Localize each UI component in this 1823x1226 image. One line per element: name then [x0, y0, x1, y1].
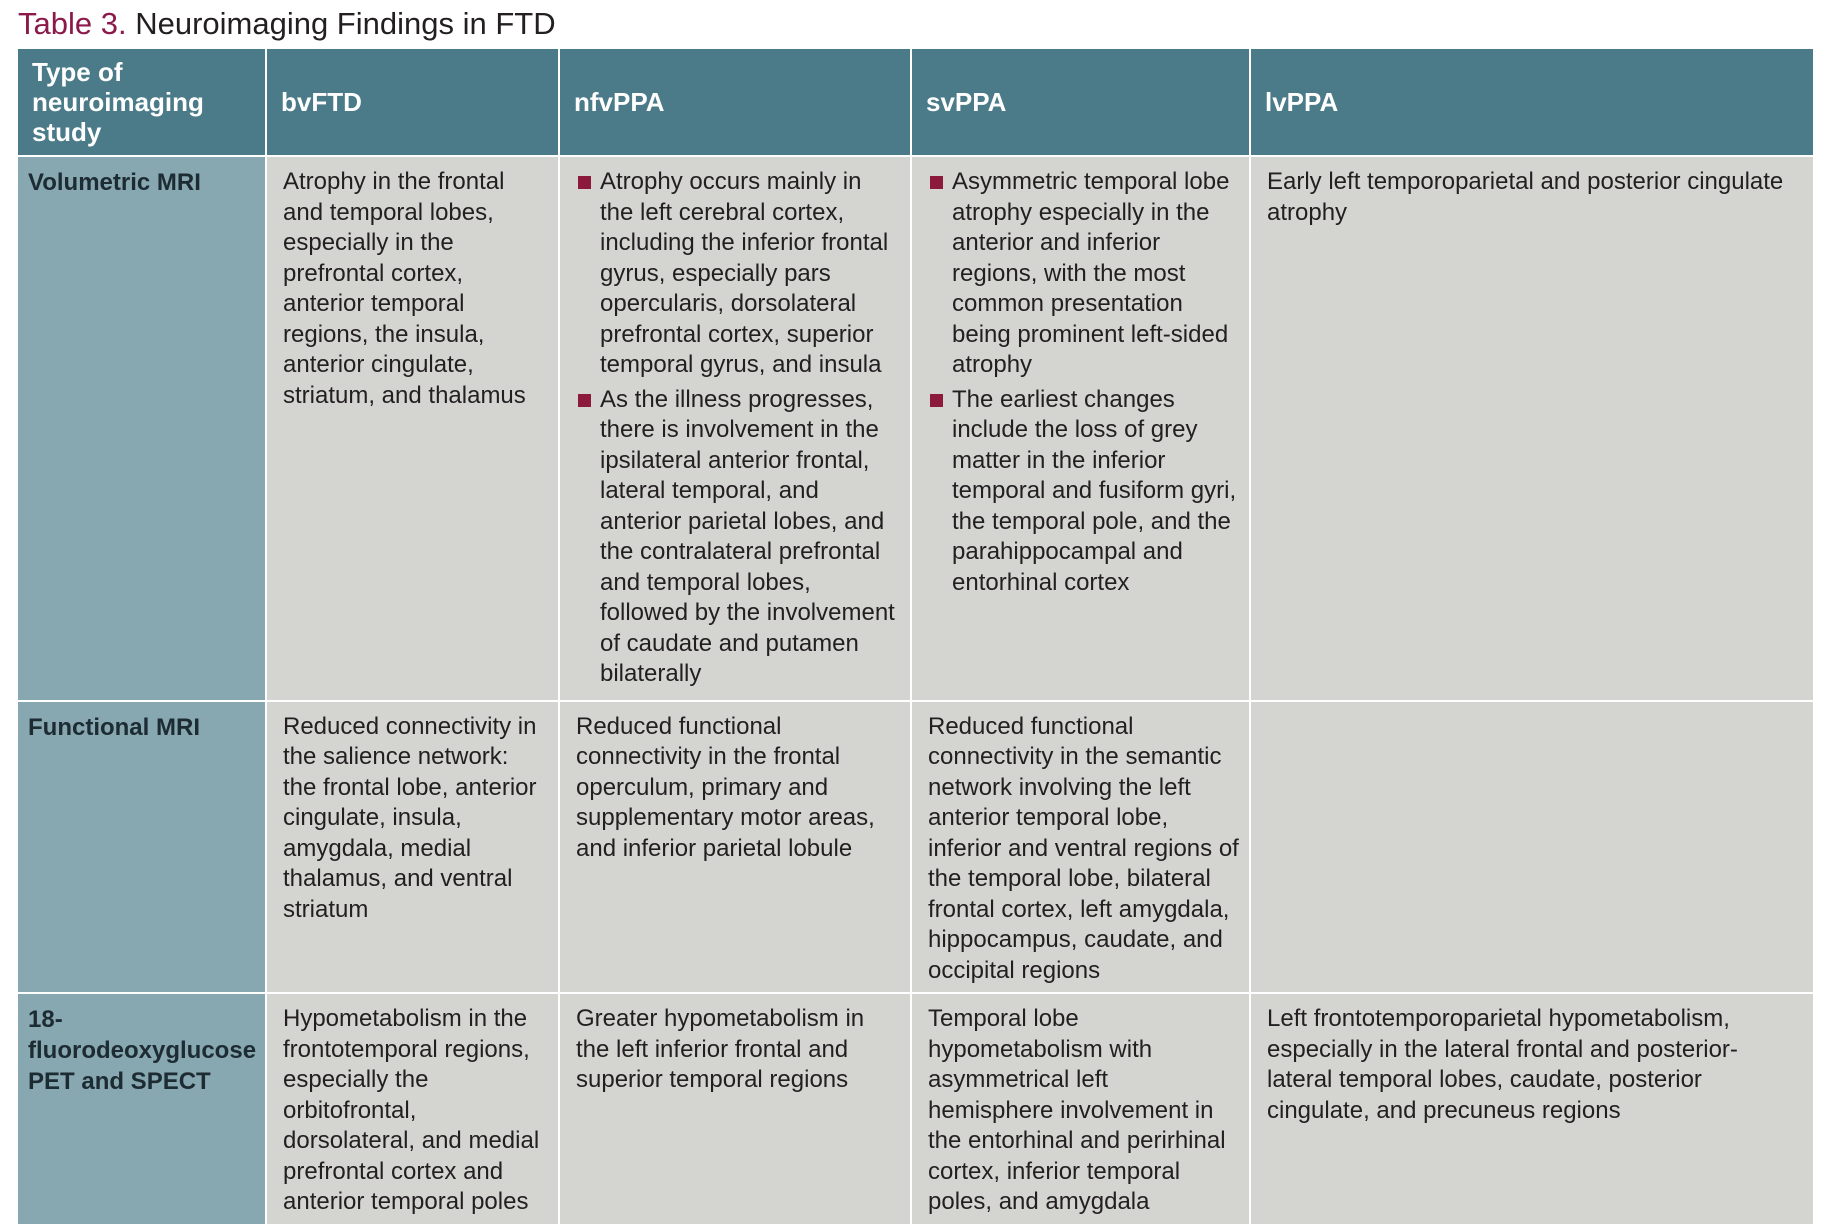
- cell-pet-nfvppa: Greater hypometabolism in the left inferior frontal and superior temporal regions: [559, 993, 911, 1225]
- row-header-functional-mri: Functional MRI: [17, 701, 266, 994]
- column-header-study-type: Type of neuroimaging study: [17, 48, 266, 156]
- cell-volumetric-lvppa: Early left temporoparietal and posterior cingulate atrophy: [1250, 156, 1814, 701]
- column-header-nfvppa: nfvPPA: [559, 48, 911, 156]
- cell-functional-nfvppa: Reduced functional connectivity in the frontal operculum, primary and supplementary motor areas, and inferior parietal lobule: [559, 701, 911, 994]
- bullet-text: Asymmetric temporal lobe atrophy especially in the anterior and inferior regions, with the most common presentation being prominent left-sided atrophy: [952, 168, 1230, 378]
- cell-pet-bvftd: Hypometabolism in the frontotemporal regions, especially the orbitofrontal, dorsolateral, and medial prefrontal cortex and anterior temporal poles: [266, 993, 559, 1225]
- bullet-text: The earliest changes include the loss of grey matter in the inferior temporal and fusiform gyri, the temporal pole, and the parahippocampal and entorhinal cortex: [952, 385, 1237, 596]
- bullet-item: [576, 167, 900, 381]
- square-bullet-icon: [930, 394, 943, 407]
- bullet-list: [928, 167, 1239, 598]
- bullet-text: As the illness progresses, there is involvement in the ipsilateral anterior frontal, lateral temporal, and anterior parietal lobes, and the contralateral prefrontal and temporal lobes, followed by the involvement of caudate and putamen bilaterally: [600, 385, 895, 687]
- cell-pet-svppa: Temporal lobe hypometabolism with asymmetrical left hemisphere involvement in the entorhinal and perirhinal cortex, inferior temporal poles, and amygdala: [911, 993, 1250, 1225]
- caption-title: Neuroimaging Findings in FTD: [135, 6, 556, 41]
- column-header-lvppa: lvPPA: [1250, 48, 1814, 156]
- bullet-item: [928, 385, 1239, 599]
- bullet-item: [928, 167, 1239, 381]
- row-header-volumetric-mri: Volumetric MRI: [17, 156, 266, 701]
- cell-functional-svppa: Reduced functional connectivity in the semantic network involving the left anterior temporal lobe, inferior and ventral regions of the temporal lobe, bilateral frontal cortex, left amygdala, hippocampus, caudate, and occipital regions: [911, 701, 1250, 994]
- column-header-bvftd: bvFTD: [266, 48, 559, 156]
- caption-label: Table 3.: [18, 6, 127, 41]
- cell-volumetric-svppa: [911, 156, 1250, 701]
- table-header-row: [17, 48, 1814, 156]
- bullet-text: Atrophy occurs mainly in the left cerebral cortex, including the inferior frontal gyrus, especially pars opercularis, dorsolateral prefrontal cortex, superior temporal gyrus, and insula: [600, 168, 889, 378]
- neuroimaging-findings-table: [16, 47, 1815, 1226]
- column-header-svppa: svPPA: [911, 48, 1250, 156]
- bullet-list: [576, 167, 900, 690]
- cell-volumetric-nfvppa: [559, 156, 911, 701]
- cell-functional-lvppa: [1250, 701, 1814, 994]
- square-bullet-icon: [930, 176, 943, 189]
- cell-functional-bvftd: Reduced connectivity in the salience network: the frontal lobe, anterior cingulate, insula, amygdala, medial thalamus, and ventral striatum: [266, 701, 559, 994]
- square-bullet-icon: [578, 394, 591, 407]
- cell-volumetric-bvftd: Atrophy in the frontal and temporal lobes, especially in the prefrontal cortex, anterior temporal regions, the insula, anterior cingulate, striatum, and thalamus: [266, 156, 559, 701]
- table-row: [17, 701, 1814, 994]
- bullet-item: [576, 385, 900, 690]
- row-header-pet-spect: 18-fluorodeoxyglucose PET and SPECT: [17, 993, 266, 1225]
- table-row: [17, 156, 1814, 701]
- cell-pet-lvppa: Left frontotemporoparietal hypometabolism, especially in the lateral frontal and posterior-lateral temporal lobes, caudate, posterior cingulate, and precuneus regions: [1250, 993, 1814, 1225]
- square-bullet-icon: [578, 176, 591, 189]
- table-caption: [18, 4, 556, 44]
- table-row: [17, 993, 1814, 1225]
